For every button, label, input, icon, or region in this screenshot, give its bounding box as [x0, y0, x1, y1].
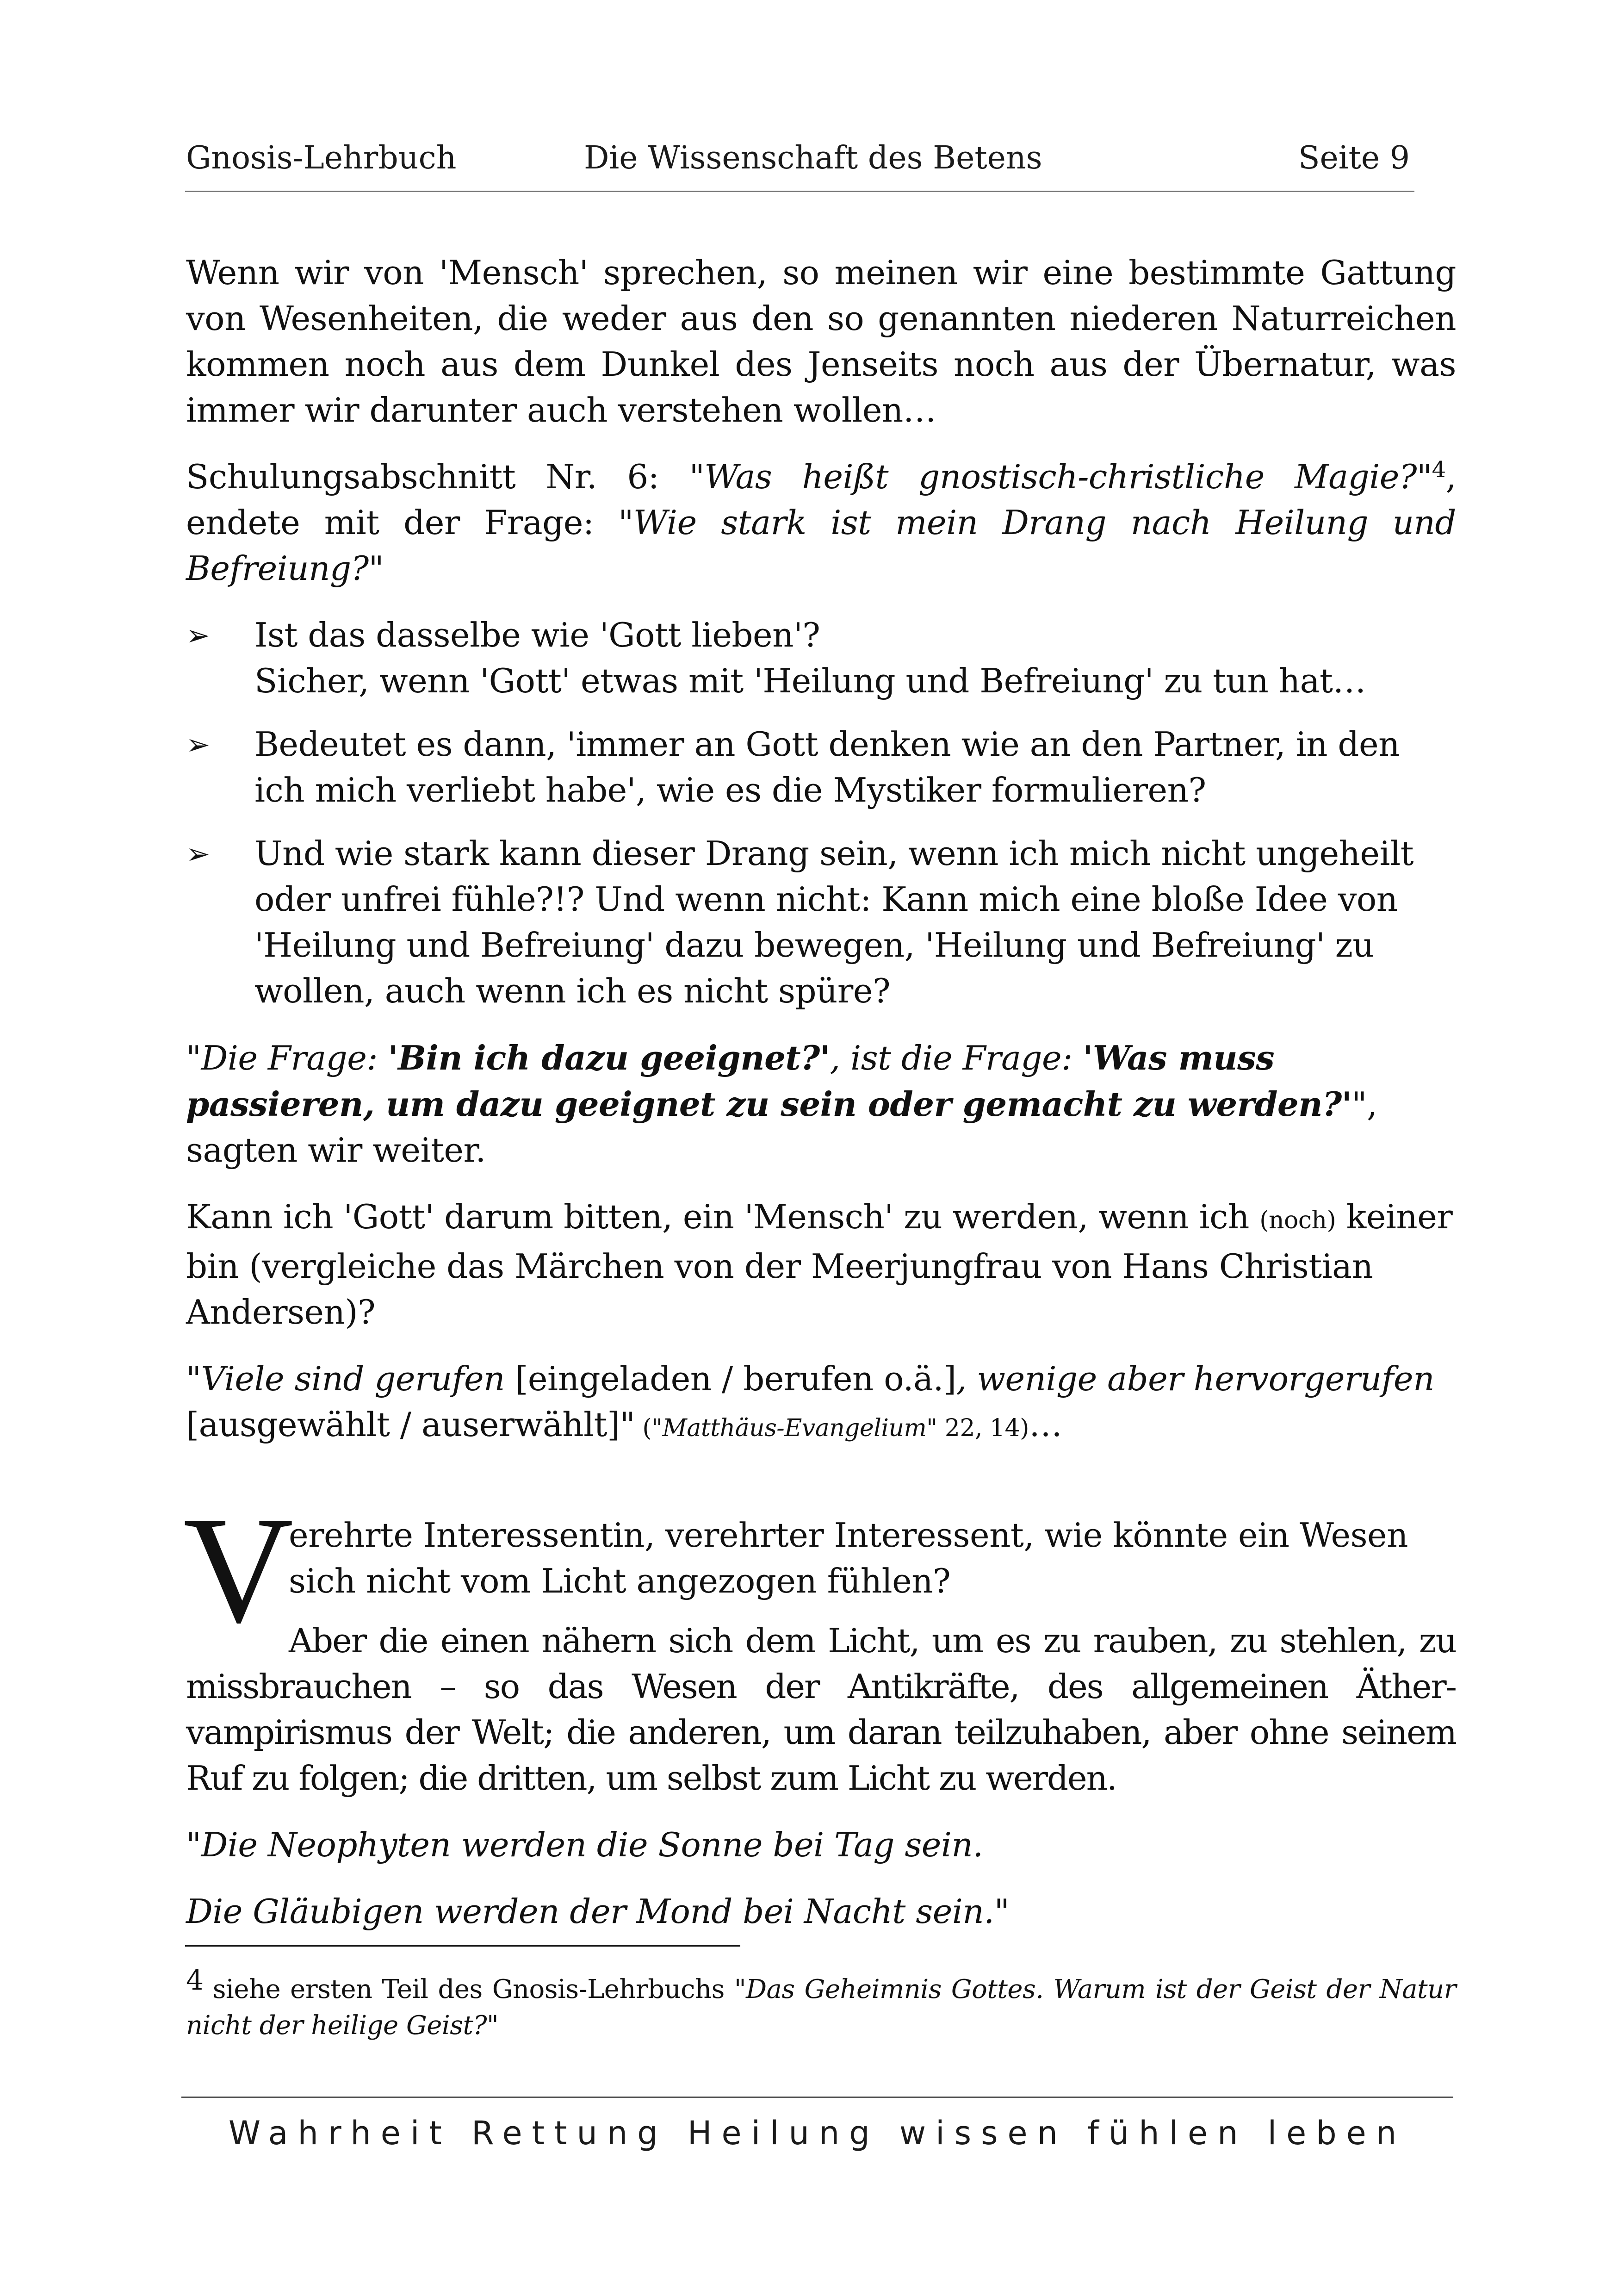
text-segment-italic: "Die Frage:	[186, 1039, 388, 1077]
text-segment-small: (	[635, 1414, 652, 1442]
list-item-text: Sicher, wenn 'Gott' etwas mit 'Heilung und Befreiung' zu tun hat…	[254, 661, 1366, 700]
footnote	[186, 1964, 1456, 2044]
text-segment-italic: "	[1351, 1085, 1367, 1124]
text-segment: [eingeladen / berufen o.ä.]	[504, 1359, 956, 1398]
text-segment: [ausgewählt / auserwählt]"	[186, 1405, 635, 1444]
quote-line-glaeubigen: Die Gläubigen werden der Mond bei Nacht sein."	[186, 1892, 1010, 1931]
header-chapter-title: Die Wissenschaft des Betens	[584, 140, 1042, 176]
list-item	[186, 722, 1456, 813]
text-segment: Kann ich 'Gott' darum bitten, ein 'Mensch' zu werden, wenn ich	[186, 1197, 1260, 1236]
text-segment: keiner bin (vergleiche das Märchen von der Meerjungfrau von Hans Christian Andersen)?	[186, 1197, 1453, 1332]
text-segment: , endete mit der Frage:	[186, 457, 1456, 542]
paragraph-interessent: erehrte Interessentin, verehrter Interessent, wie könnte ein Wesen sich nicht vom Licht angezogen fühlen?	[289, 1516, 1408, 1600]
page-header	[185, 135, 1414, 192]
list-item-text: Ist das dasselbe wie 'Gott lieben'?	[254, 616, 820, 654]
list-item	[186, 612, 1456, 704]
text-segment: …	[1029, 1405, 1062, 1444]
list-item-text: Bedeutet es dann, 'immer an Gott denken wie an den Partner, in den ich mich verliebt habe', wie es die Mystiker formulieren?	[254, 725, 1400, 809]
text-segment-bold-italic: 'Was muss passieren, um dazu geeignet zu sein oder gemacht zu werden?'	[186, 1038, 1352, 1124]
list-item	[186, 831, 1456, 1014]
footnote-title: "Das Geheimnis Gottes. Warum ist der Geist der Natur nicht der heilige Geist?"	[186, 1974, 1456, 2041]
header-page-number: Seite 9	[1298, 140, 1410, 176]
citation-source: "Matthäus-Evangelium"	[651, 1414, 937, 1442]
footnote-separator	[185, 1945, 740, 1947]
paragraph-licht: Aber die einen nähern sich dem Licht, um es zu rauben, zu stehlen, zu missbrauchen – so das Wesen der Antikräfte, des allgemeinen Äther-vampirismus der Welt; die anderen, um daran teilzuhaben, aber ohne seinem Ruf zu folgen; die dritten, um selbst zum Licht zu werden.	[186, 1621, 1456, 1798]
arrow-bullet-icon: ➢	[186, 618, 210, 652]
footnote-reference[interactable]: 4	[1432, 457, 1446, 483]
footnote-number: 4	[186, 1964, 204, 1997]
text-segment-italic: "Wie stark ist mein Drang nach Heilung und Befreiung?"	[186, 503, 1456, 588]
footer-separator	[181, 2097, 1453, 2098]
text-segment: , sagten wir weiter.	[186, 1085, 1377, 1170]
paragraph-schulungsabschnitt	[186, 454, 1456, 591]
list-item-text: Und wie stark kann dieser Drang sein, wenn ich mich nicht ungeheilt oder unfrei fühle?!? Und wenn nicht: Kann mich eine bloße Idee von 'Heilung und Befreiung' dazu bewegen, 'Heilung und Befreiung' zu wollen, auch wenn ich es nicht spüre?	[254, 834, 1414, 1010]
paragraph-gott-bitten	[186, 1194, 1456, 1335]
dropcap-letter: V	[183, 1486, 293, 1655]
text-segment-italic: , ist die Frage:	[830, 1039, 1083, 1077]
header-book-title: Gnosis-Lehrbuch	[186, 140, 457, 176]
page-footer-motto: Wahrheit Rettung Heilung wissen fühlen leben	[228, 2114, 1407, 2152]
paragraph-matthaeus-quote	[186, 1356, 1456, 1451]
footnote-text: siehe ersten Teil des Gnosis-Lehrbuchs	[212, 1974, 734, 2004]
question-list	[186, 612, 1456, 1014]
text-segment-italic: "Viele sind gerufen	[186, 1359, 505, 1398]
paragraph-die-frage	[186, 1035, 1456, 1173]
dropcap-section	[183, 1486, 1456, 1801]
text-segment-small: 22, 14)	[937, 1414, 1029, 1442]
page-body	[183, 250, 1456, 1955]
text-segment-small: (noch)	[1259, 1207, 1336, 1234]
text-segment-italic: , wenige aber hervorgerufen	[956, 1359, 1434, 1398]
paragraph-mensch: Wenn wir von 'Mensch' sprechen, so meinen wir eine bestimmte Gattung von Wesenheiten, die weder aus den so genannten niederen Naturreichen kommen noch aus dem Dunkel des Jenseits noch aus der Übernatur, was immer wir darunter auch verstehen wollen…	[186, 253, 1456, 429]
text-segment-bold-italic: 'Bin ich dazu geeignet?'	[388, 1038, 830, 1077]
arrow-bullet-icon: ➢	[186, 728, 210, 761]
quote-line-neophyten: "Die Neophyten werden die Sonne bei Tag sein.	[186, 1825, 983, 1864]
arrow-bullet-icon: ➢	[186, 837, 210, 871]
text-segment-italic: "Was heißt gnostisch-christliche Magie?"	[689, 457, 1432, 496]
text-segment: Schulungsabschnitt Nr. 6:	[186, 457, 689, 496]
